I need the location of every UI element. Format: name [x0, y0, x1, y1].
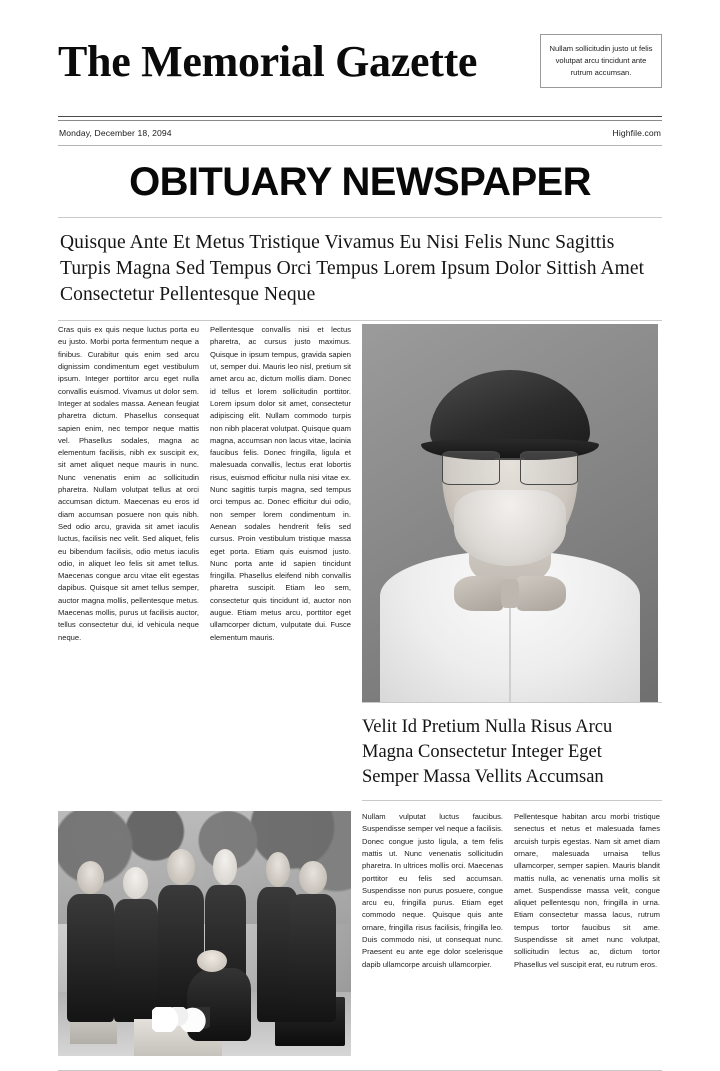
deck-subheadline: Quisque Ante Et Metus Tristique Vivamus Eu Nisi Felis Nunc Sagittis Turpis Magna Sed Tempus Orci Tempus Lorem Ipsum Dolor Sittish Amet Consectetur Pellentesque Neque — [60, 232, 645, 306]
dateline — [58, 121, 662, 145]
portrait-photo — [362, 324, 658, 702]
caption-bottom-rule — [362, 800, 662, 801]
masthead-side-box: Nullam sollicitudin justo ut felis volutpat arcu tincidunt ante rutrum accumsan. — [540, 34, 662, 88]
dateline-date: Monday, December 18, 2094 — [59, 128, 172, 138]
article-bottom-column-2: Pellentesque habitan arcu morbi tristique senectus et netus et malesuada fames arcuish turpis egestas. Nam sit amet diam ornare, malesuada urnaisa tellus ullamcorper, semper sapien. Mauris blandit mattis nulla, ac venenatis urna mollis sit amet. Suspendisse massa velit, congue aliquet pellentesqu non, fringilla in urna. Etiam consectetur massa lacus, rutrum tempus tortor faucibus sit ame. Suspendisse sit amet nunc volutpat, sollicitudin lectus ac, dictum tortor Phasellus vel suscipit erat, eu rutrum eros. — [514, 812, 660, 969]
article-top-block — [58, 321, 662, 702]
portrait-beard — [454, 490, 566, 566]
funeral-mourner — [289, 894, 336, 1021]
portrait-bowtie-knot — [501, 579, 519, 607]
newspaper-sheet — [58, 18, 662, 1071]
article-bottom-column-1: Nullam vulputat luctus faucibus. Suspendisse semper vel neque a facilisis. Donec congue justo ligula, a tem felis mattis ut. Nunc venenatis sollicitudin pharetra. In ultrices mollis orci. Maecenas porttitor eu felis sed accumsan. Suspendisse non purus posuere, congue arcu eu, fringilla purus. Etiam eget commodo neque. Quisque quis ante ornare, fringilla risus facilisis, fringilla leo. Duis commodo nisi, ut consequat nunc. Praesent eu ante ege dolor scelerisque dapib ullamcorpe arcuish ullamcorpier. — [362, 812, 503, 969]
portrait-glasses-bridge — [495, 458, 525, 460]
portrait-photo-container — [362, 324, 662, 702]
article-bottom-block — [58, 801, 662, 1056]
funeral-flowers — [152, 1007, 211, 1032]
caption-headline: Velit Id Pretium Nulla Risus Arcu Magna Consectetur Integer Eget Semper Massa Vellits Accumsan — [362, 717, 613, 788]
masthead-title: The Memorial Gazette — [58, 37, 478, 86]
article-top-column-1: Cras quis ex quis neque luctus porta eu eu justo. Morbi porta fermentum neque a finibus. Curabitur quis enim sed arcu dignissim condimentum eget vestibulum ipsum. Integer porttitor arcu eget nulla convallis euismod. Vivamus ut dolor sem. Integer at sodales massa. Aenean feugiat pharetra dictum. Phasellus consequat sapien enim, nec tempor neque mattis vel. Phasellus sodales, magna ac elementum facilisis, nibh ex suscipit ex, sit amet aliquet neque mauris in nunc. Nunc venenatis enim ac sollicitudin pharetra. Nullam volutpat tellus at orci accumsan dictum. Maecenas eu eros id diam accumsan posuere non quis nibh. Sed odio arcu, gravida sit amet iaculis luctus, facilisis nec velit. Sed aliquet, felis eu bibendum facilisis, odio metus iaculis odio, in aliquet leo felis sit amet tellus. Maecenas congue arcu vitae elit egestas dapibus. Quisque sit amet tellus semper, auctor magna mollis, pellentesque metus. Maecenas mollis, purus ut facilisis auctor, tellus consectetur dui, id vehicula neque neque. — [58, 325, 199, 642]
portrait-glasses — [442, 451, 578, 485]
article-top-column-2: Pellentesque convallis nisi et lectus pharetra, ac cursus justo maximus. Quisque in ipsum tempus, gravida sapien ut, semper dui. Mauris leo nisl, pretium sit amet arcu ac, dictum mollis diam. Donec id tellus et lorem sollicitudin porttitor. Lorem ipsum dolor sit amet, consectetur adipiscing elit. Nullam commodo turpis non nibh placerat volutpat. Quisque quam magna, accumsan non lacus vitae, lacinia faucibus felis. Donec fringilla, ligula et malesuada convallis, lectus erat lobortis risus, euismod efficitur nulla nisi vitae ex. Nunc sagittis turpis magna, sed tempus orci tempus ac. Donec efficitur dui odio, non semper lorem condimentum in. Aenean sodales hendrerit felis sed cursus. Proin vestibulum tristique massa eget porta. Etiam quis euismod justo. Nunc porta ante id sapien tincidunt fringilla. Phasellus eleifend nibh convallis pharetra suscipit. Etiam leo sem, consectetur quis tincidunt id, auctor non augue. Etiam metus arcu, porttitor eget ullamcorper dictum, vulputate dui. Fusce elementum mauris. — [210, 325, 351, 642]
funeral-mourner — [67, 894, 114, 1021]
masthead — [58, 18, 662, 104]
banner-headline: OBITUARY NEWSPAPER — [129, 160, 591, 204]
funeral-mourner — [114, 899, 158, 1022]
dateline-website[interactable]: Highfile.com — [612, 128, 661, 138]
funeral-photo-container — [58, 811, 351, 1056]
funeral-photo — [58, 811, 351, 1056]
